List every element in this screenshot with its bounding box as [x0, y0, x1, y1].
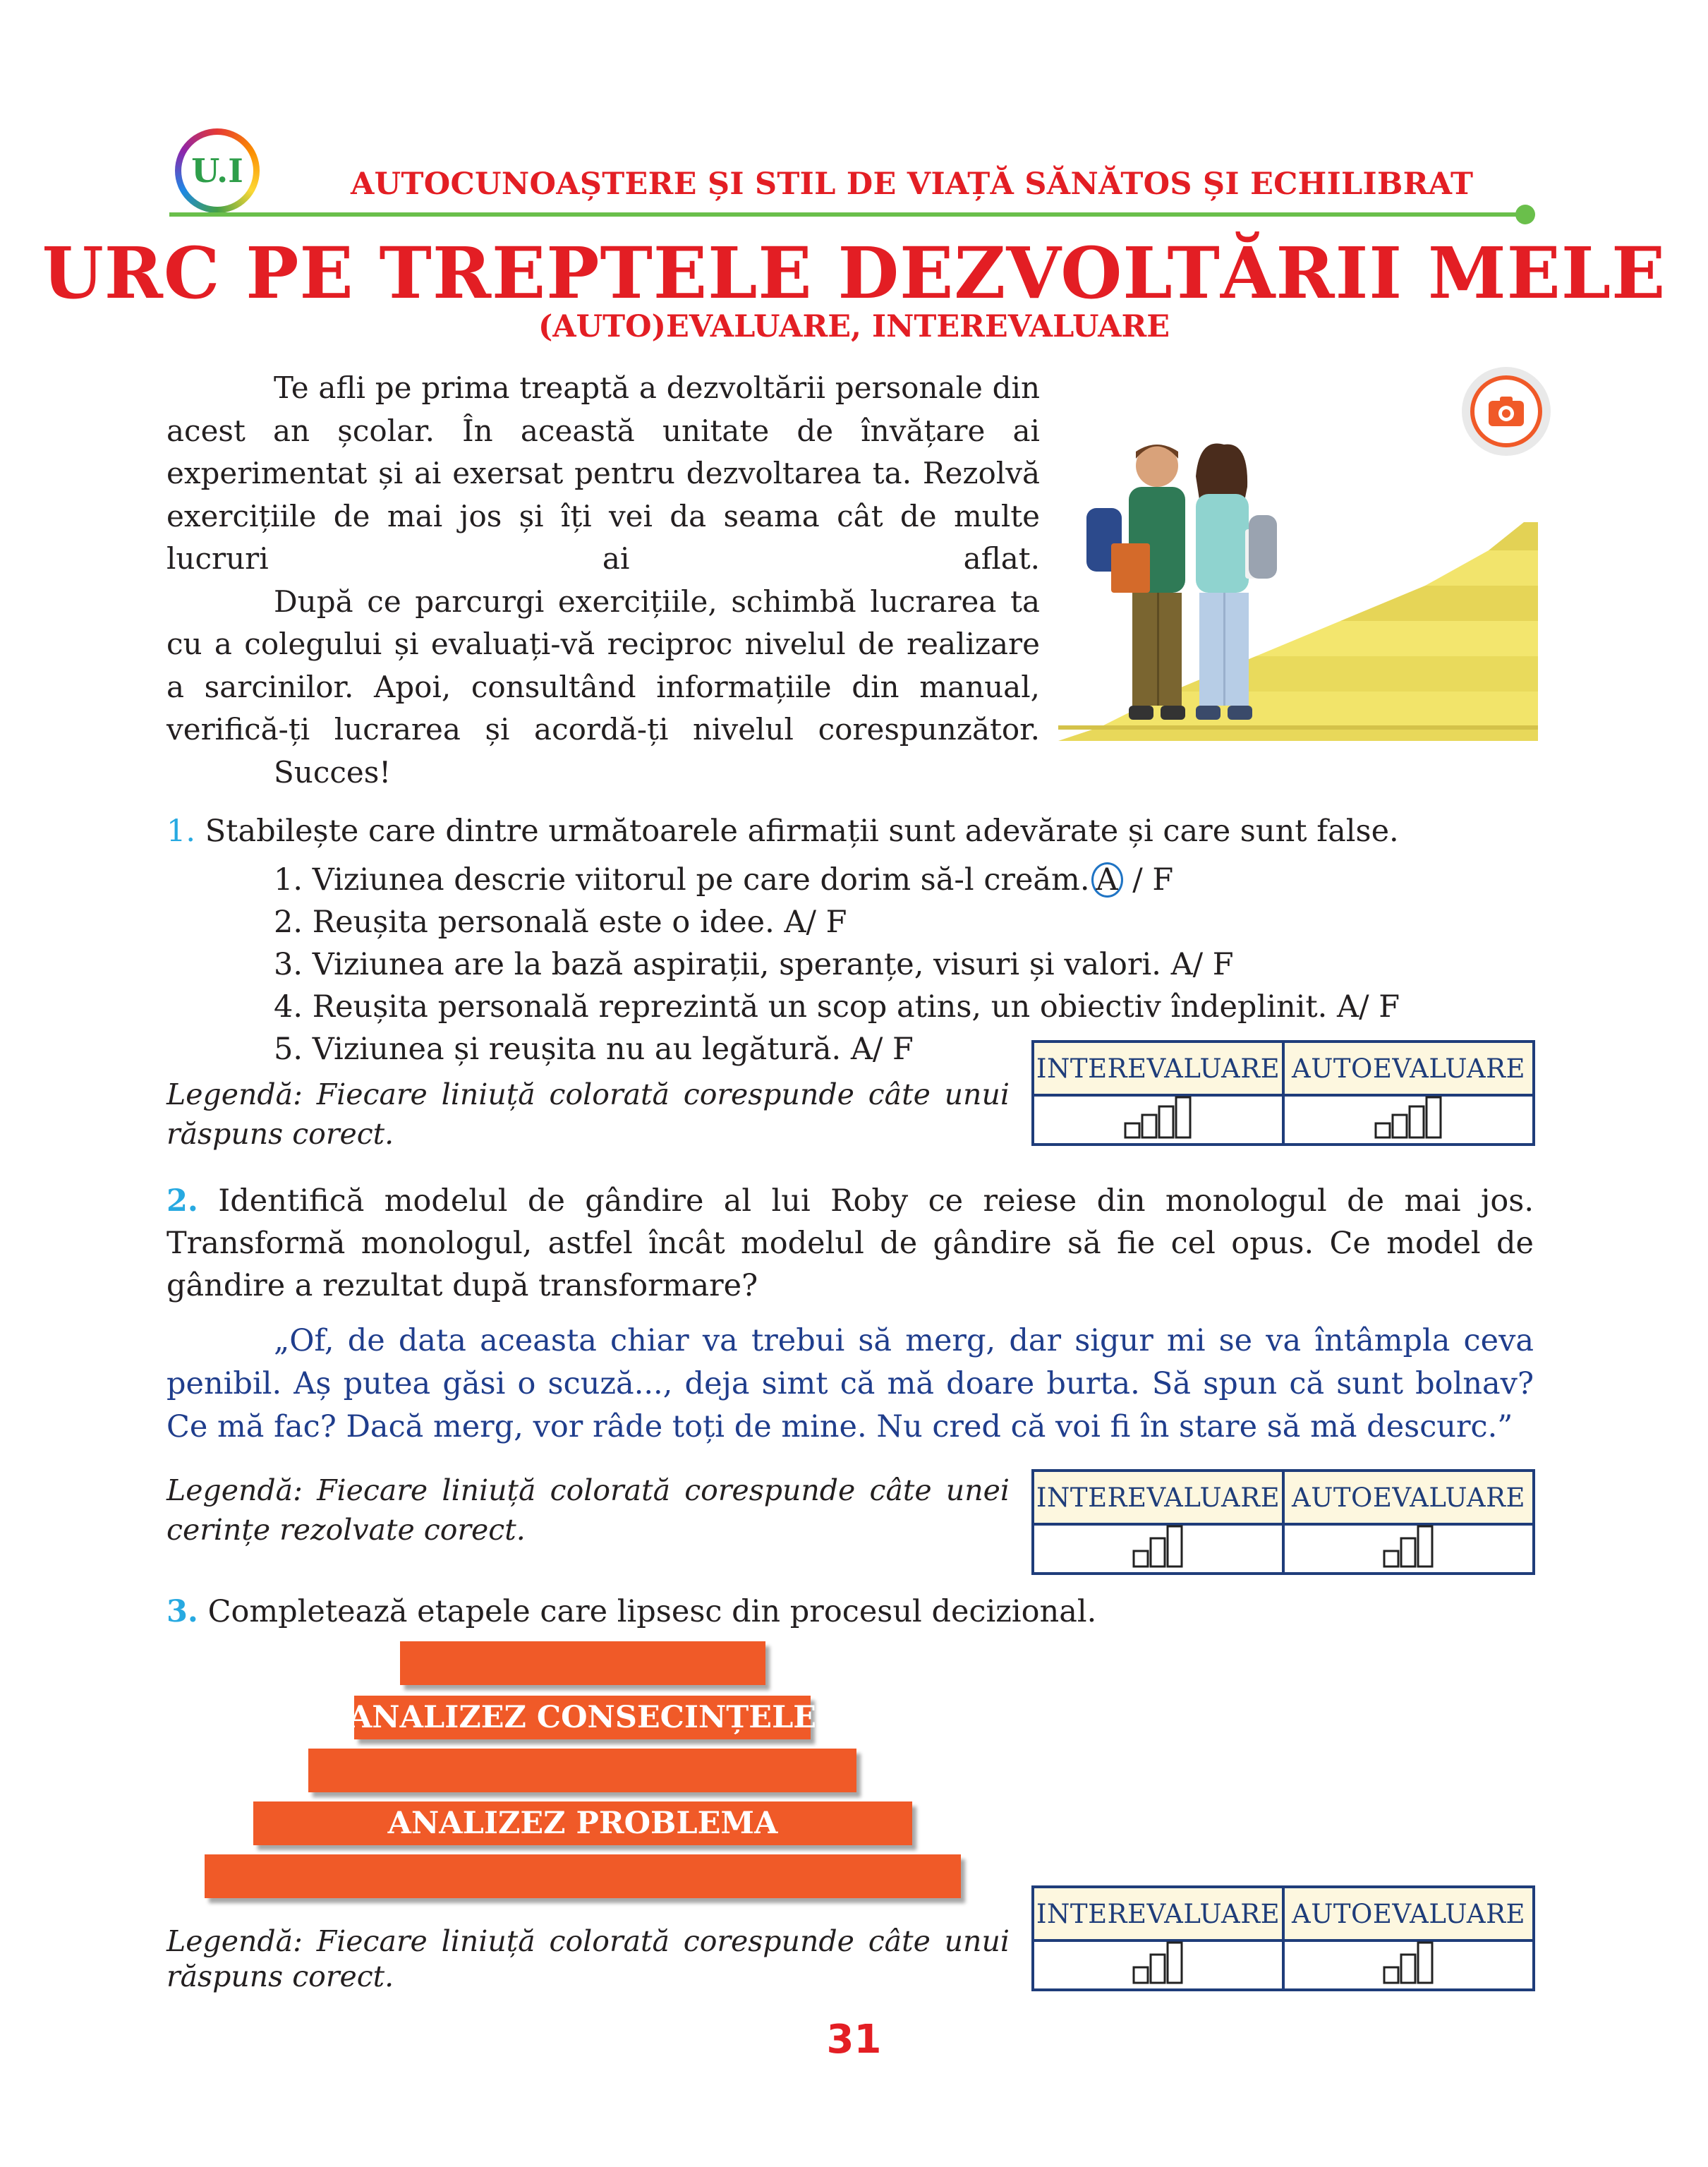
- decision-step-blank-1[interactable]: [400, 1641, 765, 1685]
- exercise-1-legend: Legendă: Fiecare liniuță colorată corespunde câte unui răspuns corect.: [166, 1078, 1010, 1151]
- monologue-text: „Of, de data aceasta chiar va trebui să merg, dar sigur mi se va întâmpla ceva penibil. Aș putea găsi o scuză..., deja simt că mă doare burta. Să spun că sunt bolnav? Ce mă fac? Dacă merg, vor râde toți de mine. Nu cred că voi fi în stare să mă descurc.”: [166, 1323, 1534, 1444]
- statement-text: 4. Reușita personală reprezintă un scop atins, un obiectiv îndeplinit.: [274, 989, 1328, 1025]
- statement-1: [274, 859, 1173, 901]
- decision-step-blank-2[interactable]: [308, 1749, 856, 1792]
- students-on-stairs-image: [1058, 423, 1538, 741]
- decision-step-consequences: ANALIZEZ CONSECINȚELE: [354, 1696, 811, 1739]
- interevaluation-bars[interactable]: [1034, 1097, 1282, 1143]
- answer-f[interactable]: / F: [872, 1032, 914, 1067]
- answer-f[interactable]: / F: [1359, 989, 1400, 1025]
- exercise-2-legend: Legendă: Fiecare liniuță colorată corespunde câte unei cerințe rezolvate corect.: [166, 1473, 1010, 1547]
- answer-f[interactable]: / F: [806, 905, 847, 940]
- exercise-3-legend: Legendă: Fiecare liniuță colorată corespunde câte unui răspuns corect.: [166, 1924, 1010, 1993]
- exercise-3-text: Completează etapele care lipsesc din procesul decizional.: [207, 1594, 1097, 1629]
- header-divider-dot: [1515, 205, 1535, 224]
- autoevaluation-label: AUTOEVALUARE: [1282, 1472, 1532, 1523]
- exercise-1-prompt: [166, 810, 1399, 852]
- bar-steps-icon: [1132, 1940, 1185, 1984]
- bar-steps-icon: [1382, 1940, 1436, 1984]
- bar-steps-icon: [1123, 1095, 1194, 1139]
- interevaluation-label: INTEREVALUARE: [1036, 1898, 1280, 1929]
- answer-a[interactable]: A: [784, 905, 806, 940]
- statement-text: 5. Viziunea și reușita nu au legătură.: [274, 1032, 842, 1067]
- decision-step-blank-3[interactable]: [205, 1854, 961, 1898]
- autoevaluation-label: AUTOEVALUARE: [1282, 1888, 1532, 1939]
- unit-title: AUTOCUNOAȘTERE ȘI STIL DE VIAȚĂ SĂNĂTOS ȘI ECHILIBRAT: [351, 167, 1474, 202]
- statement-5: [274, 1028, 914, 1070]
- page-title: URC PE TREPTELE DEZVOLTĂRII MELE: [42, 231, 1666, 315]
- autoevaluation-bars[interactable]: [1282, 1942, 1532, 1988]
- interevaluation-bars[interactable]: [1034, 1942, 1282, 1988]
- page-number: 31: [826, 2017, 882, 2063]
- statement-3: [274, 943, 1234, 986]
- page-subtitle: (AUTO)EVALUARE, INTEREVALUARE: [538, 309, 1170, 344]
- autoevaluation-label: AUTOEVALUARE: [1282, 1043, 1532, 1094]
- answer-a[interactable]: A: [850, 1032, 873, 1067]
- bar-steps-icon: [1374, 1095, 1444, 1139]
- unit-badge-label: U.I: [181, 135, 253, 207]
- exercise-2-number: 2.: [166, 1183, 198, 1219]
- answer-a[interactable]: A: [1170, 947, 1193, 982]
- decision-step-problem: ANALIZEZ PROBLEMA: [253, 1801, 912, 1845]
- intro-text: [166, 367, 1040, 794]
- roby-monologue: [166, 1320, 1534, 1449]
- answer-a[interactable]: A: [1337, 989, 1359, 1025]
- intro-paragraph-1: Te afli pe prima treaptă a dezvoltării personale din acest an școlar. În această unitate de învățare ai experimentat și ai exersat pentru dezvoltarea ta. Rezolvă exercițiile de mai jos și îți vei da seama cât de multe lucruri ai aflat.: [166, 370, 1040, 576]
- bar-steps-icon: [1382, 1524, 1436, 1568]
- exercise-2-text: Identifică modelul de gândire al lui Roby ce reiese din monologul de mai jos. Transformă monologul, astfel încât modelul de gândire să fie cel opus. Ce model de gândire a rezultat după transformare?: [166, 1183, 1534, 1303]
- intro-paragraph-3: Succes!: [274, 754, 392, 790]
- answer-f[interactable]: / F: [1192, 947, 1234, 982]
- statement-text: 3. Viziunea are la bază aspirații, speranțe, visuri și valori.: [274, 947, 1161, 982]
- evaluation-table-2: [1031, 1469, 1535, 1575]
- header-divider: [169, 212, 1522, 217]
- exercise-1-text: Stabilește care dintre următoarele afirmații sunt adevărate și care sunt false.: [205, 814, 1399, 849]
- statement-text: 1. Viziunea descrie viitorul pe care dorim să-l creăm.: [274, 862, 1090, 898]
- interevaluation-bars[interactable]: [1034, 1526, 1282, 1572]
- autoevaluation-bars[interactable]: [1282, 1097, 1532, 1143]
- intro-paragraph-2: După ce parcurgi exercițiile, schimbă lucrarea ta cu a colegului și evaluați-vă reciproc nivelul de realizare a sarcinilor. Apoi, consultând informațiile din manual, verifică-ți lucrarea și acordă-ți nivelul corespunzător.: [166, 584, 1040, 747]
- statement-2: [274, 901, 847, 943]
- evaluation-table-3: [1031, 1885, 1535, 1991]
- exercise-3-prompt: [166, 1590, 1096, 1633]
- answer-f[interactable]: / F: [1132, 862, 1174, 898]
- interevaluation-label: INTEREVALUARE: [1036, 1482, 1280, 1513]
- statement-text: 2. Reușita personală este o idee.: [274, 905, 775, 940]
- exercise-2-prompt: [166, 1180, 1534, 1307]
- interevaluation-label: INTEREVALUARE: [1036, 1053, 1280, 1084]
- exercise-3-number: 3.: [166, 1594, 198, 1629]
- evaluation-table-1: [1031, 1040, 1535, 1146]
- answer-a-circled[interactable]: A: [1091, 862, 1123, 898]
- bar-steps-icon: [1132, 1524, 1185, 1568]
- autoevaluation-bars[interactable]: [1282, 1526, 1532, 1572]
- unit-badge: [175, 128, 260, 213]
- exercise-1-number: 1.: [166, 814, 196, 849]
- statement-4: [274, 986, 1400, 1028]
